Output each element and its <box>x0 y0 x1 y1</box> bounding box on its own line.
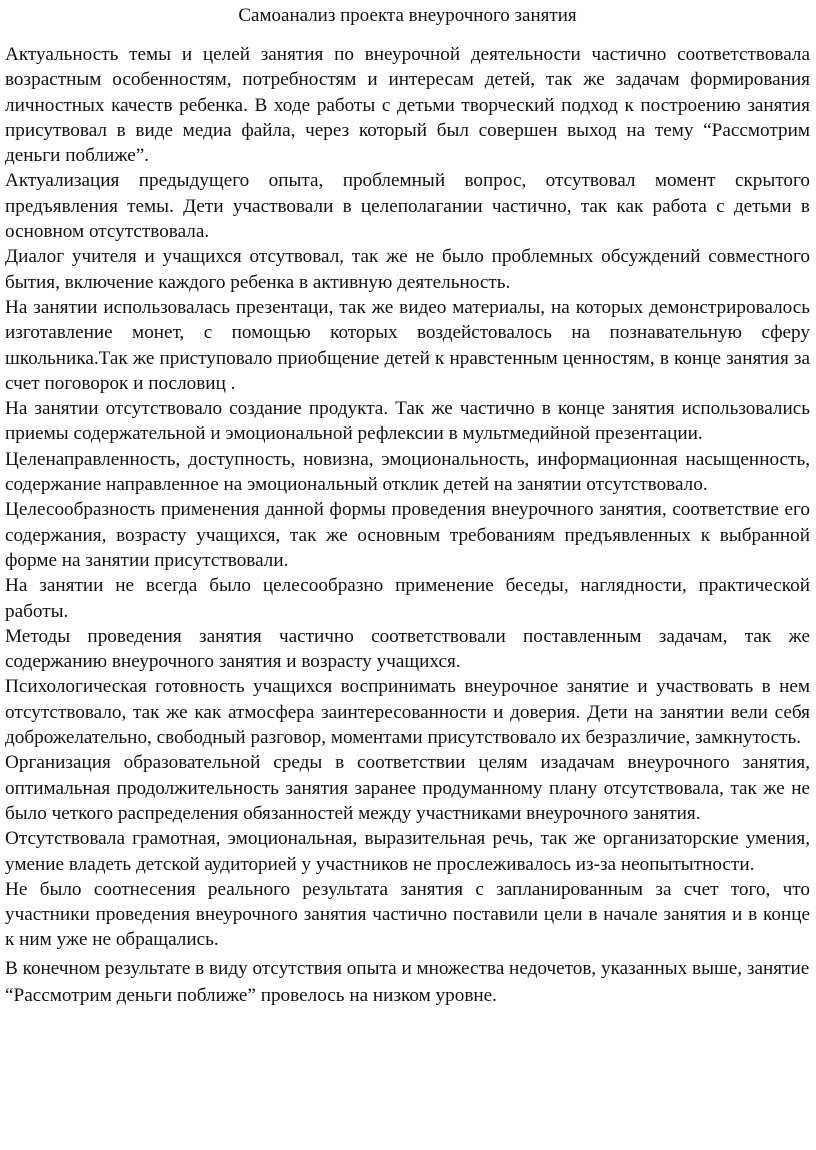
paragraph-methods: Методы проведения занятия частично соответствовали поставленным задачам, так же содержанию внеурочного занятия и возрасту учащихся. <box>5 625 810 673</box>
paragraph-environment: Организация образовательной среды в соответствии целям изадачам внеурочного занятия, оптимальная продолжительность занятия заранее продуманному плану отсутствовала, так же не было четкого распределения обязанностей между участниками внеурочного занятия. <box>5 752 810 824</box>
paragraph-actualization: Актуализация предыдущего опыта, проблемный вопрос, отсутвовал момент скрытого предъявления темы. Дети участвовали в целеполагании частично, так как работа с детьми в основном отсутствовала. <box>5 170 810 243</box>
paragraph-dialogue: Диалог учителя и учащихся отсутвовал, так же не было проблемных обсуждений совместного бытия, включение каждого ребенка в активную деятельность. <box>5 246 810 293</box>
paragraph-psychological-readiness: Психологическая готовность учащихся воспринимать внеурочное занятие и участвовать в нем отсутствовало, так же как атмосфера заинтересованности и доверия. Дети на занятии вели себя доброжелательно, свободный разговор, моментами присутствовало их безразличие, замкнутость. <box>5 676 810 749</box>
paragraph-conversation: На занятии не всегда было целесообразно применение беседы, наглядности, практической работы. <box>5 575 810 622</box>
paragraph-product: На занятии отсутствовало создание продукта. Так же частично в конце занятия использовались приемы содержательной и эмоциональной рефлексии в мультмедийной презентации. <box>5 398 810 445</box>
paragraph-purposefulness: Целенаправленность, доступность, новизна, эмоциональность, информационная насыщенность, содержание направленное на эмоциональный отклик детей на занятии отсутствовало. <box>5 448 810 496</box>
paragraph-expediency: Целесообразность применения данной формы проведения внеурочного занятия, соответствие его содержания, возрасту учащихся, так же основным требованиям предъявленных к выбранной форме на занятии присутствовали. <box>5 499 810 571</box>
page-title: Самоанализ проекта внеурочного занятия <box>238 5 577 26</box>
paragraph-relevance: Актуальность темы и целей занятия по внеурочной деятельности частично соответствовала возрастным особенностям, потребностям и интересам детей, так же задачам формирования личностных качеств ребенка. В ходе работы с детьми творческий подход к построению занятия присутвовал в виде медиа файла, через который был совершен выход на тему “Рассмотрим деньги поближе”. <box>5 44 810 167</box>
paragraph-presentation: На занятии использовалась презентаци, так же видео материалы, на которых демонстрировалось изготавление монет, с помощью которых воздейстовалось на познавательную сферу школьника.Так же приступовало приобщение детей к нравстенным ценностям, в конце занятия за счет поговорок и пословиц . <box>5 296 810 394</box>
paragraph-conclusion: В конечном результате в виду отсутствия опыта и множества недочетов, указанных выше, занятие “Рассмотрим деньги поближе” провелось на низком уровне. <box>5 957 810 1006</box>
paragraph-results: Не было соотнесения реального результата занятия с запланированным за счет того, что участники проведения внеурочного занятия частично поставили цели в начале занятия и в конце к ним уже не обращались. <box>5 878 810 951</box>
paragraph-speech: Отсутствовала грамотная, эмоциональная, выразительная речь, так же организаторские умения, умение владеть детской аудиторией у участников не прослеживалось из-за неопытытности. <box>5 828 810 875</box>
